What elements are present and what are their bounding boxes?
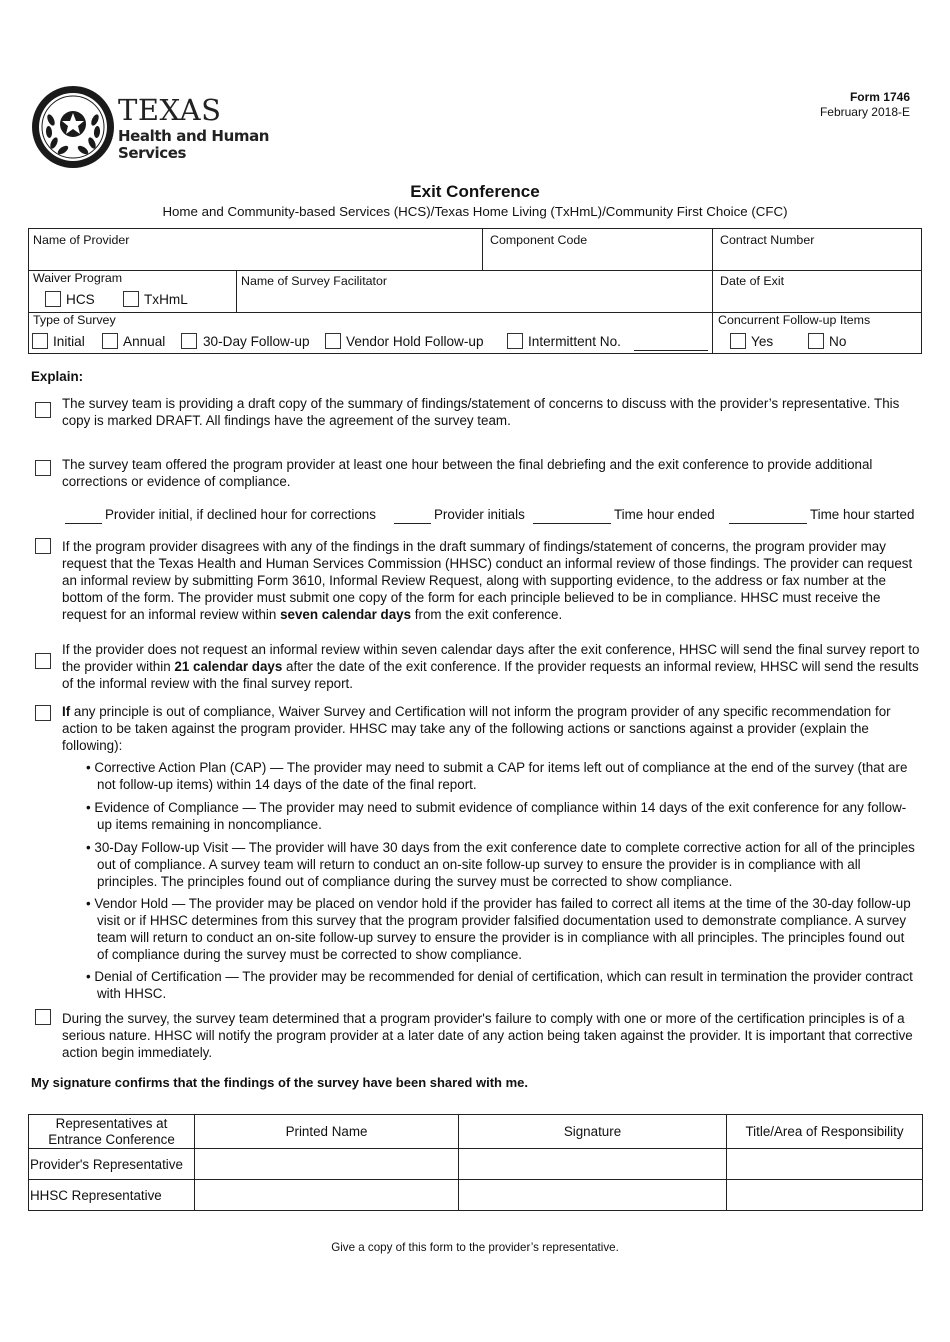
table-row (29, 1149, 923, 1180)
annual-label: Annual (123, 334, 166, 349)
txhml-label: TxHmL (144, 292, 188, 307)
time-hour-started-line[interactable] (729, 523, 807, 524)
provider-rep-printed-name[interactable] (195, 1149, 459, 1180)
annual-checkbox[interactable] (102, 333, 118, 349)
time-hour-started-label: Time hour started (810, 507, 915, 522)
followup-30-label: 30-Day Follow-up (203, 334, 310, 349)
form-number: Form 1746 (849, 90, 910, 104)
yes-checkbox[interactable] (730, 333, 746, 349)
bullet-cap: • Corrective Action Plan (CAP) — The provider may need to submit a CAP for items left out of compliance at the end of the survey (that are not follow-up items) within 14 days of the date of the final report. (86, 760, 908, 792)
hcs-label: HCS (66, 292, 95, 307)
no-checkbox[interactable] (808, 333, 824, 349)
intermittent-checkbox[interactable] (507, 333, 523, 349)
draft-copy-checkbox[interactable] (35, 402, 51, 418)
form-subtitle: Home and Community-based Services (HCS)/Texas Home Living (TxHmL)/Community First Choice (CFC) (162, 204, 788, 219)
form-date: February 2018-E (819, 105, 910, 119)
name-of-provider-label: Name of Provider (33, 233, 130, 247)
sanctions-text: If any principle is out of compliance, Waiver Survey and Certification will not inform the program provider of any specific recommendation for action to be taken against the program provider. HHSC may take any of the following actions or sanctions against a provider (explain the following): (62, 704, 891, 753)
final-report-checkbox[interactable] (35, 653, 51, 669)
footer-note: Give a copy of this form to the provider’s representative. (331, 1241, 619, 1254)
col-title: Title/Area of Responsibility (727, 1115, 923, 1149)
bullet-denial: • Denial of Certification — The provider may be recommended for denial of certification, which can result in termination the provider contract with HHSC. (86, 969, 913, 1001)
concurrent-items-label: Concurrent Follow-up Items (718, 313, 871, 327)
signature-table (28, 1114, 923, 1211)
provider-info-grid (28, 228, 922, 354)
time-hour-ended-line[interactable] (533, 523, 611, 524)
intermittent-label: Intermittent No. (528, 334, 621, 349)
time-hour-ended-label: Time hour ended (614, 507, 715, 522)
col-printed-name: Printed Name (195, 1115, 459, 1149)
hhsc-rep-signature[interactable] (459, 1180, 727, 1211)
provider-initials-label: Provider initials (434, 507, 525, 522)
waiver-program-label: Waiver Program (33, 271, 123, 285)
initial-label: Initial (53, 334, 85, 349)
followup-30-checkbox[interactable] (181, 333, 197, 349)
component-code-label: Component Code (490, 233, 588, 247)
one-hour-text: The survey team offered the program provider at least one hour between the final debriefing and the exit conference to provide additional corrections or evidence of compliance. (62, 457, 873, 489)
hhsc-rep-printed-name[interactable] (195, 1180, 459, 1211)
informal-review-text: If the program provider disagrees with any of the findings in the draft summary of findings/statement of concerns, the program provider may request that the Texas Health and Human Services Commission (HHSC) conduct an informal review of those findings. The provider can request an informal review by submitting Form 3610, Informal Review Request, along with supporting evidence, to the address or fax number at the bottom of the form. The provider must submit one copy of the form for each principle believed to be in compliance. HHSC must receive the request for an informal review within seven calendar days from the exit conference. (62, 539, 913, 622)
no-label: No (829, 334, 847, 349)
provider-rep-signature[interactable] (459, 1149, 727, 1180)
survey-facilitator-label: Name of Survey Facilitator (241, 274, 387, 288)
vendor-hold-label: Vendor Hold Follow-up (346, 334, 484, 349)
final-report-text: If the provider does not request an informal review within seven calendar days after the exit conference, HHSC will send the final survey report to the provider within 21 calendar days after the date of the exit conference. If the provider requests an informal review, HHSC will send the results of the informal review with the final survey report. (62, 642, 920, 691)
draft-copy-text: The survey team is providing a draft copy of the summary of findings/statement of concerns to discuss with the provider’s representative. This copy is marked DRAFT. All findings have the agreement of the survey team. (62, 396, 900, 428)
bullet-30-day: • 30-Day Follow-up Visit — The provider will have 30 days from the exit conference date to complete corrective action for all of the principles out of compliance. A survey team will return to conduct an on-site follow-up survey to ensure the provider is in compliance with all principles. The principles found out of compliance during the survey must be corrected to show compliance. (86, 840, 915, 889)
intermittent-number-line[interactable] (634, 350, 708, 351)
date-of-exit-label: Date of Exit (720, 274, 785, 288)
provider-initials-line[interactable] (394, 523, 431, 524)
agency-line-services: Services (118, 144, 187, 162)
hcs-checkbox[interactable] (45, 291, 61, 307)
explain-heading: Explain: (31, 369, 84, 384)
col-representatives: Representatives at Entrance Conference (29, 1115, 195, 1149)
initial-checkbox[interactable] (32, 333, 48, 349)
provider-rep-title[interactable] (727, 1149, 923, 1180)
provider-initial-declined-line[interactable] (65, 523, 102, 524)
agency-name (118, 93, 270, 162)
bullet-evidence: • Evidence of Compliance — The provider may need to submit evidence of compliance within 14 days of the exit conference for any follow-up items remaining in noncompliance. (86, 800, 907, 832)
table-row (29, 1180, 923, 1211)
row-provider-rep-label: Provider's Representative (29, 1149, 195, 1180)
vendor-hold-checkbox[interactable] (325, 333, 341, 349)
hhsc-rep-title[interactable] (727, 1180, 923, 1211)
agency-line-health: Health and Human (118, 127, 270, 145)
form-id (820, 90, 910, 120)
txhml-checkbox[interactable] (123, 291, 139, 307)
one-hour-checkbox[interactable] (35, 460, 51, 476)
sanctions-checkbox[interactable] (35, 705, 51, 721)
texas-hhs-seal-logo (30, 84, 116, 170)
bullet-vendor-hold: • Vendor Hold — The provider may be placed on vendor hold if the provider has failed to correct all items at the time of the 30-day follow-up visit or if HHSC determines from this survey that the program provider falsified documentation used to demonstrate compliance. A survey team will return to conduct an on-site follow-up survey to ensure the provider is in compliance with all principles. The principles found out of compliance during the survey must be corrected to show compliance. (86, 896, 911, 962)
serious-nature-text: During the survey, the survey team determined that a program provider's failure to comply with one or more of the certification principles is of a serious nature. HHSC will notify the program provider at a later date of any action being taken against the provider. It is important that corrective action begin immediately. (62, 1011, 913, 1060)
form-title: Exit Conference (410, 182, 540, 201)
provider-initial-declined-label: Provider initial, if declined hour for corrections (105, 507, 376, 522)
signature-confirm-text: My signature confirms that the findings of the survey have been shared with me. (31, 1075, 528, 1090)
yes-label: Yes (751, 334, 774, 349)
contract-number-label: Contract Number (720, 233, 815, 247)
col-signature: Signature (459, 1115, 727, 1149)
agency-line-texas: TEXAS (118, 93, 222, 127)
row-hhsc-rep-label: HHSC Representative (29, 1180, 195, 1211)
type-of-survey-label: Type of Survey (33, 313, 116, 327)
informal-review-checkbox[interactable] (35, 538, 51, 554)
serious-nature-checkbox[interactable] (35, 1009, 51, 1025)
